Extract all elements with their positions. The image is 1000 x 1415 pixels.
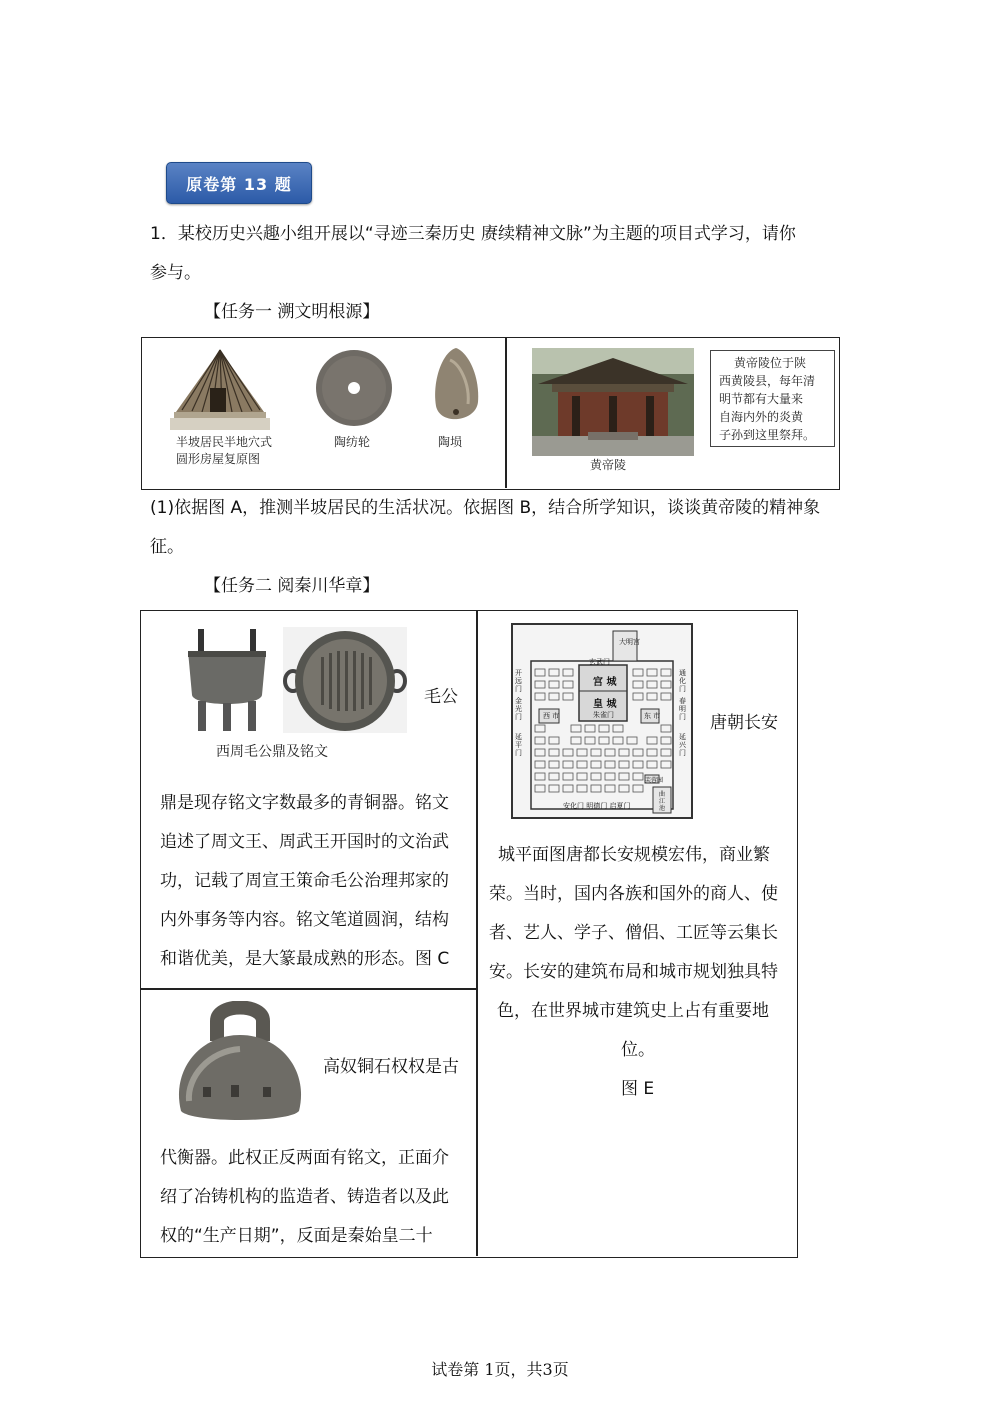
cell-e-line-5: 色，在世界城市建筑史上占有重要地	[497, 1001, 769, 1021]
map-label-yanping: 延平门	[515, 733, 522, 757]
figure-e-label: 图 E	[621, 1079, 655, 1099]
maogong-inline-label: 毛公	[424, 687, 458, 707]
huangdi-note-line-3: 明节都有大量来	[719, 392, 804, 406]
huangdi-mausoleum-image	[532, 348, 694, 456]
cell-e-line-2: 荣。当时，国内各族和国外的商人、使	[489, 884, 778, 904]
cell-e-line-3: 者、艺人、学子、僧侣、工匠等云集长	[489, 923, 778, 943]
map-label-furong: 芙蓉园	[645, 777, 664, 784]
cell-e-line-4: 安。长安的建筑布局和城市规划独具特	[489, 962, 778, 982]
huangdi-note-line-1: 黄帝陵位于陕	[734, 356, 807, 370]
map-label-xuanwu: 玄武门	[589, 658, 610, 666]
map-label-west-market: 西 市	[543, 712, 560, 720]
map-label-zhuque: 朱雀门	[593, 711, 614, 719]
changan-map	[511, 623, 693, 819]
gaonu-weight-image	[169, 1001, 311, 1125]
changan-inline-label: 唐朝长安	[710, 713, 778, 733]
map-label-kaiyuan: 开远门	[515, 669, 522, 693]
q1-line1: (1)依据图 A，推测半坡居民的生活状况。依据图 B，结合所学知识，谈谈黄帝陵的精神象	[150, 498, 821, 518]
cell-d-line-1: 代衡器。此权正反两面有铭文，正面介	[160, 1148, 449, 1168]
question-intro-line2: 参与。	[150, 263, 201, 283]
task1-title: 【任务一 溯文明根源】	[204, 302, 380, 322]
maogong-ding-image	[182, 627, 272, 733]
cell-d-line-2: 绍了冶铸机构的监造者、铸造者以及此	[160, 1187, 449, 1207]
map-label-east-market: 东 市	[644, 712, 661, 720]
page-footer: 试卷第 1页，共3页	[431, 1360, 569, 1379]
banpo-hut-caption-1: 半坡居民半地穴式	[176, 435, 273, 449]
q1-line2: 征。	[150, 537, 184, 557]
banpo-hut-caption-2: 圆形房屋复原图	[176, 452, 261, 466]
map-label-qujiang: 曲江池	[659, 791, 666, 812]
question-intro-line1: 1．某校历史兴趣小组开展以“寻迹三秦历史 赓续精神文脉”为主题的项目式学习，请你	[150, 224, 796, 244]
cell-c-line-3: 功，记载了周宣王策命毛公治理邦家的	[160, 871, 449, 891]
pottery-spindle-caption: 陶纺轮	[334, 435, 371, 449]
huangdi-note-line-4: 自海内外的炎黄	[719, 410, 804, 424]
cell-e-line-1: 城平面图唐都长安规模宏伟，商业繁	[498, 845, 770, 865]
map-label-yanxing: 延兴门	[679, 733, 686, 757]
huangdi-note-line-2: 西黄陵县，每年清	[719, 374, 816, 388]
task2-title: 【任务二 阅秦川华章】	[204, 576, 380, 596]
map-label-chunming: 春明门	[679, 697, 686, 721]
maogong-inscription-image	[283, 627, 407, 733]
map-label-south-gates: 安化门 明德门 启夏门	[563, 802, 631, 810]
map-label-daming: 大明宫	[619, 638, 640, 646]
pottery-spindle-image	[314, 348, 394, 428]
task2-figure-table	[140, 610, 798, 1258]
huangdi-note-line-5: 子孙到这里祭拜。	[719, 428, 816, 442]
cell-d-line-3: 权的“生产日期”，反面是秦始皇二十	[160, 1226, 433, 1246]
map-label-jinguang: 金光门	[515, 697, 522, 721]
cell-c-line-4: 内外事务等内容。铭文笔道圆润，结构	[160, 910, 449, 930]
cell-e-line-6: 位。	[621, 1040, 655, 1060]
question-source-tag: 原卷第 13 题	[166, 162, 312, 204]
cell-c-line-1: 鼎是现存铭文字数最多的青铜器。铭文	[160, 793, 449, 813]
banpo-hut-image	[170, 346, 270, 434]
cell-c-line-2: 追述了周文王、周武王开国时的文治武	[160, 832, 449, 852]
map-label-tonghua: 通化门	[679, 669, 686, 693]
task1-figure-table	[141, 337, 840, 490]
map-label-palace-city: 宫 城	[593, 677, 617, 688]
maogong-caption: 西周毛公鼎及铭文	[216, 744, 328, 760]
gaonu-inline-label: 高奴铜石权权是古	[323, 1057, 459, 1077]
map-label-imperial-city: 皇 城	[593, 699, 617, 710]
cell-c-line-5: 和谐优美，是大篆最成熟的形态。图 C	[160, 949, 450, 969]
changan-map-grid	[513, 625, 691, 817]
huangdi-mausoleum-caption: 黄帝陵	[590, 458, 627, 472]
pottery-xun-image	[430, 346, 482, 428]
pottery-xun-caption: 陶埙	[438, 435, 463, 449]
